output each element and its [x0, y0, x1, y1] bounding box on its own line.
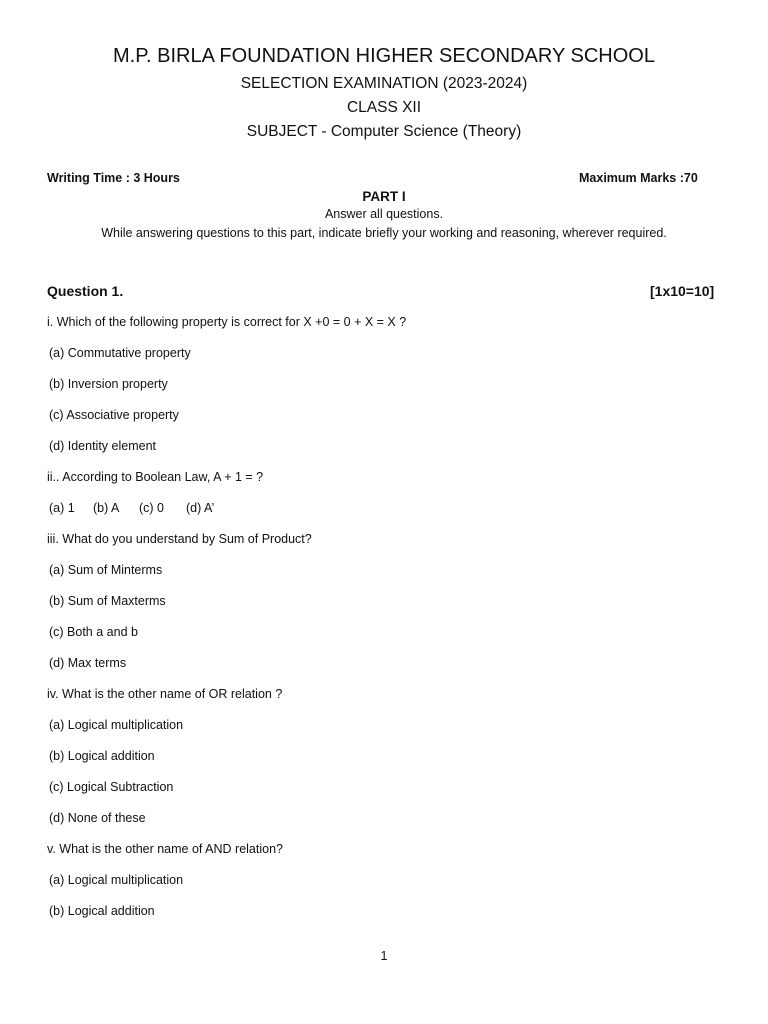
answer-all-instruction: Answer all questions.: [324, 207, 444, 221]
answer-option: (b) A: [93, 501, 120, 515]
exam-title: SELECTION EXAMINATION (2023-2024): [240, 75, 528, 92]
answer-option: (d) None of these: [49, 811, 146, 825]
answer-option: (c) Both a and b: [49, 625, 138, 639]
answer-option: (b) Logical addition: [49, 749, 155, 763]
answer-option: (d) Identity element: [49, 439, 156, 453]
answer-option: (a) 1: [49, 501, 75, 515]
writing-time: Writing Time : 3 Hours: [47, 171, 180, 185]
answer-option: (a) Logical multiplication: [49, 718, 184, 732]
answer-option: (a) Commutative property: [49, 346, 191, 360]
answer-option: (b) Sum of Maxterms: [49, 594, 166, 608]
maximum-marks: Maximum Marks :70: [579, 171, 698, 185]
answer-option: (c) 0: [139, 501, 164, 515]
question-text: ii.. According to Boolean Law, A + 1 = ?: [47, 470, 264, 484]
school-name: M.P. BIRLA FOUNDATION HIGHER SECONDARY SCHOOL: [113, 45, 655, 67]
question-text: iii. What do you understand by Sum of Product?: [47, 532, 312, 546]
answer-option: (c) Associative property: [49, 408, 179, 422]
answer-option: (a) Sum of Minterms: [49, 563, 163, 577]
question-text: i. Which of the following property is correct for X +0 = 0 + X = X ?: [47, 315, 407, 329]
answer-option: (d) A’: [186, 501, 215, 515]
question-text: v. What is the other name of AND relation?: [47, 842, 283, 856]
subject-line: SUBJECT - Computer Science (Theory): [246, 123, 522, 140]
question-heading: Question 1.: [47, 283, 124, 299]
answer-option: (b) Logical addition: [49, 904, 155, 918]
part-title: PART I: [362, 189, 406, 204]
answer-option: (c) Logical Subtraction: [49, 780, 174, 794]
answer-option: (d) Max terms: [49, 656, 127, 670]
question-text: iv. What is the other name of OR relation ?: [47, 687, 283, 701]
class-line: CLASS XII: [346, 99, 422, 116]
inline-answer-options: [49, 501, 214, 515]
page-number: 1: [380, 949, 388, 963]
part-instruction: While answering questions to this part, indicate briefly your working and reasoning, wherever required.: [101, 226, 667, 240]
answer-option: (a) Logical multiplication: [49, 873, 184, 887]
answer-option: (b) Inversion property: [49, 377, 168, 391]
question-marks: [1x10=10]: [650, 283, 715, 299]
